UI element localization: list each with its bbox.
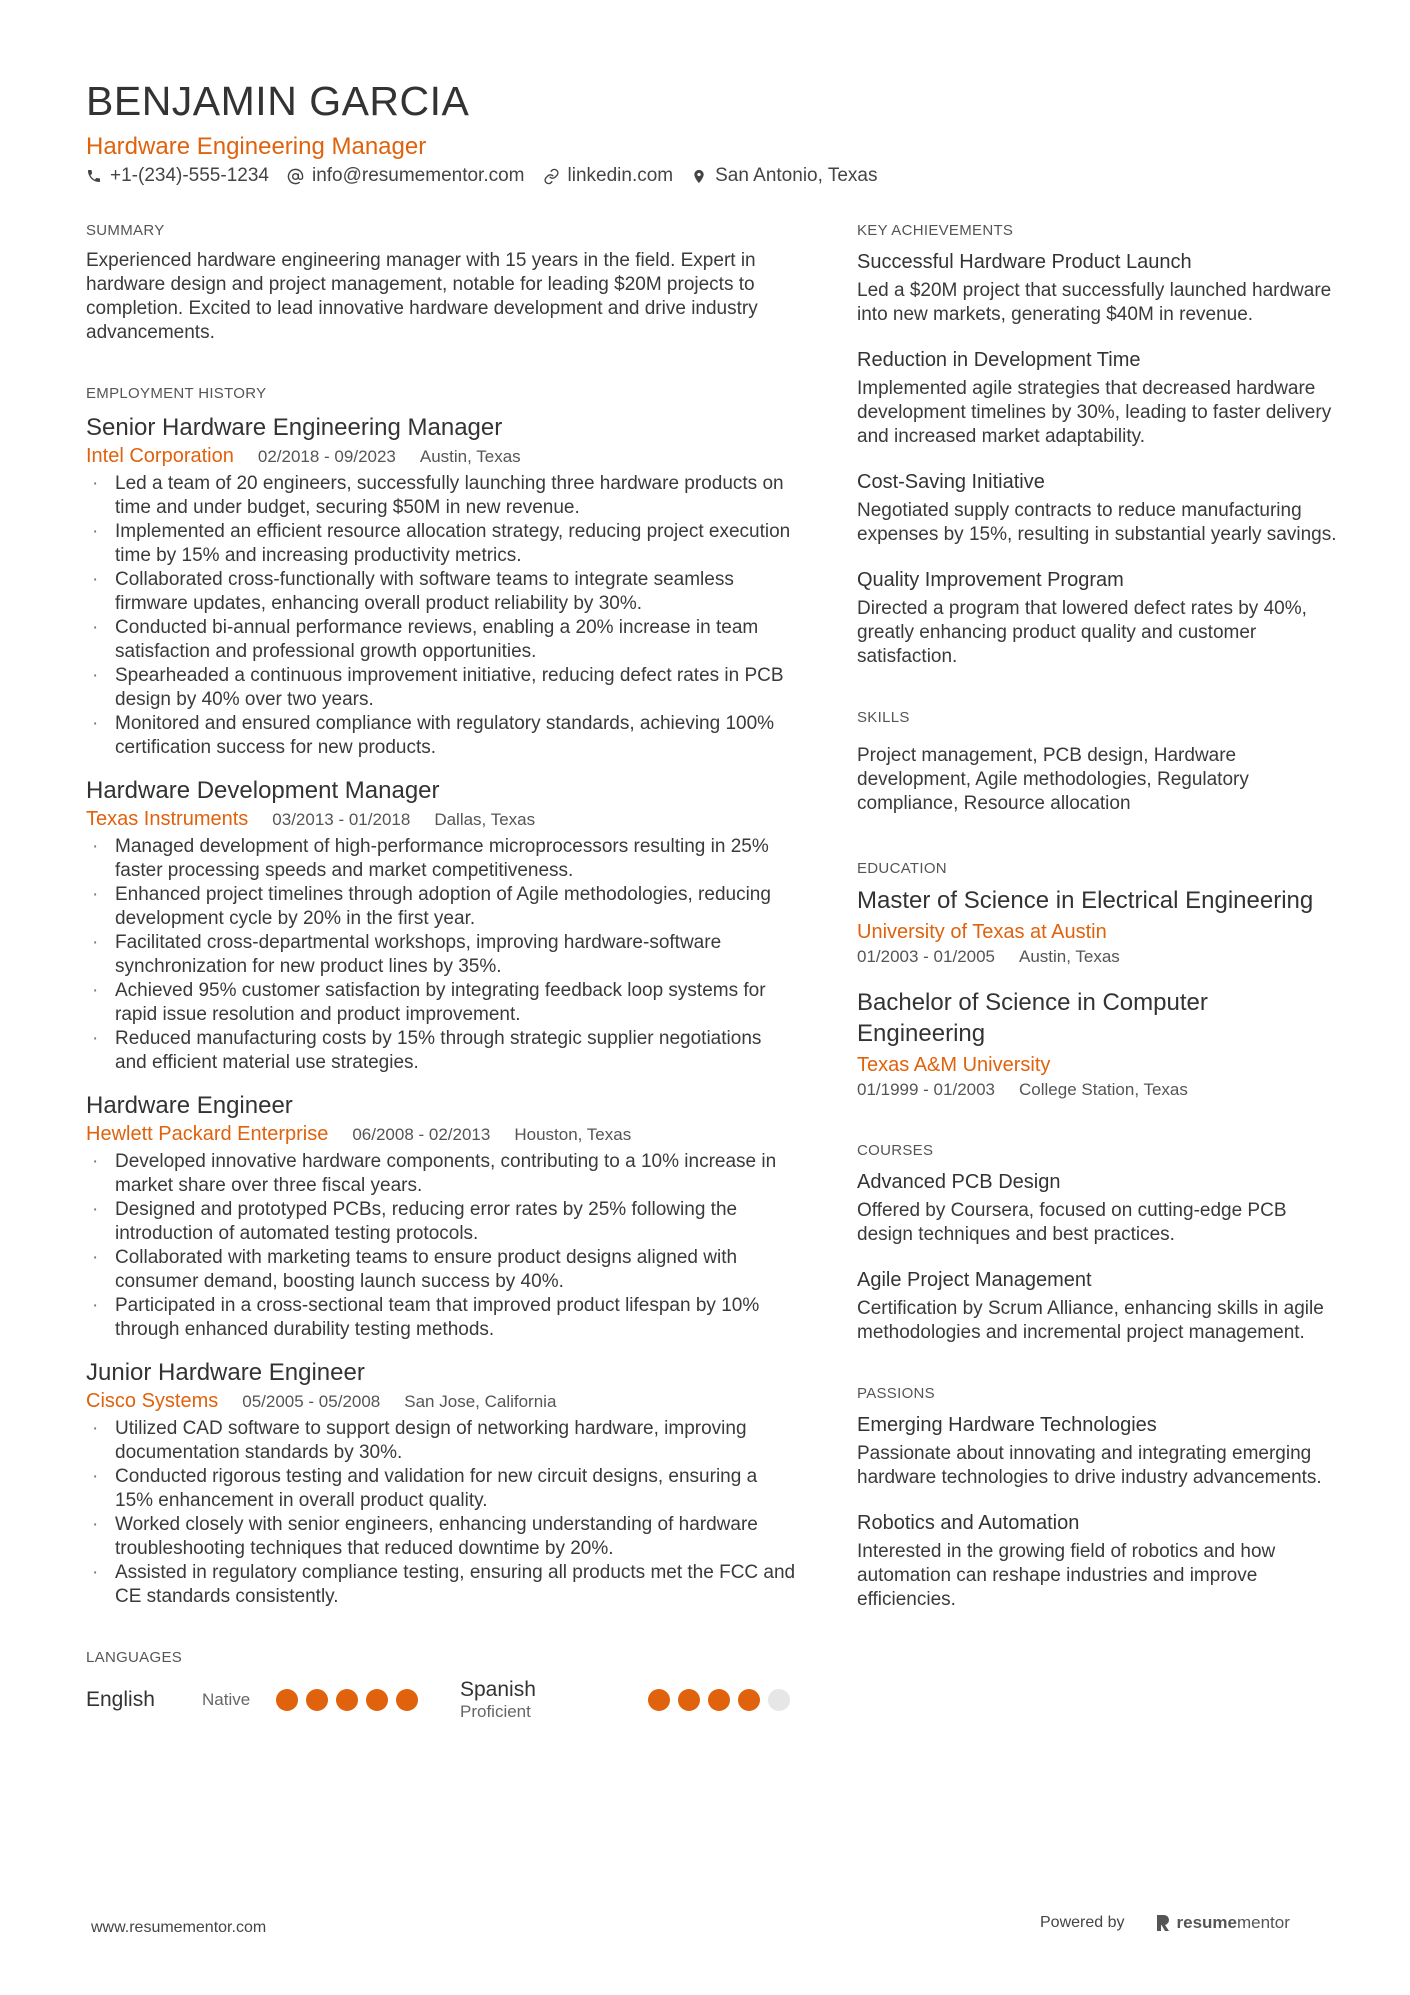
skills-section xyxy=(857,709,1337,816)
job-bullet: · Reduced manufacturing costs by 15% through strategic supplier negotiations and efficient material use strategies. xyxy=(86,1027,798,1075)
job-bullets xyxy=(86,835,798,1075)
achievement-item xyxy=(857,567,1337,669)
job-company: Cisco Systems xyxy=(86,1390,219,1412)
education-degree: Bachelor of Science in Computer Engineering xyxy=(857,989,1208,1047)
education-school: University of Texas at Austin xyxy=(857,921,1107,943)
education-school: Texas A&M University xyxy=(857,1054,1051,1076)
course-item xyxy=(857,1267,1337,1345)
left-column xyxy=(86,222,798,1722)
job-bullet: · Conducted bi-annual performance reviews, enabling a 20% increase in team satisfaction and professional growth opportunities. xyxy=(86,616,798,664)
job-dates: 02/2018 - 09/2023 xyxy=(257,447,396,466)
education-meta xyxy=(857,1078,1337,1102)
candidate-name: BENJAMIN GARCIA xyxy=(86,78,470,124)
job-dates: 03/2013 - 01/2018 xyxy=(272,810,411,829)
achievement-title: Cost-Saving Initiative xyxy=(857,471,1045,493)
phone-icon xyxy=(86,168,102,184)
passions-heading: PASSIONS xyxy=(857,1385,935,1402)
education-section xyxy=(857,860,1337,1102)
job-location: Houston, Texas xyxy=(514,1125,632,1144)
rating-dot-filled xyxy=(648,1689,670,1711)
summary-section xyxy=(86,222,798,345)
achievement-title: Reduction in Development Time xyxy=(857,349,1141,371)
right-column xyxy=(857,222,1337,1612)
course-item xyxy=(857,1169,1337,1247)
link-icon xyxy=(543,168,560,185)
education-item xyxy=(857,885,1337,969)
passion-title: Robotics and Automation xyxy=(857,1512,1080,1534)
job-bullet: · Conducted rigorous testing and validation for new circuit designs, ensuring a 15% enhancement in overall product quality. xyxy=(86,1465,798,1513)
job-bullet: · Monitored and ensured compliance with regulatory standards, achieving 100% certification success for new products. xyxy=(86,712,798,760)
course-text: Offered by Coursera, focused on cutting-edge PCB design techniques and best practices. xyxy=(857,1200,1287,1245)
job-location: Dallas, Texas xyxy=(434,810,536,829)
education-degree: Master of Science in Electrical Engineering xyxy=(857,887,1314,914)
achievement-item xyxy=(857,469,1337,547)
job-entry xyxy=(86,776,798,1075)
job-meta xyxy=(86,1390,798,1413)
resumementor-logo-icon xyxy=(1155,1913,1171,1933)
job-title: Hardware Development Manager xyxy=(86,777,440,804)
brand-bold: resume xyxy=(1176,1913,1237,1932)
job-bullets xyxy=(86,1417,798,1609)
job-entry xyxy=(86,1091,798,1342)
rating-dot-filled xyxy=(276,1689,298,1711)
rating-dot-filled xyxy=(708,1689,730,1711)
job-bullet: · Collaborated cross-functionally with software teams to integrate seamless firmware updates, enhancing overall product reliability by 30%. xyxy=(86,568,798,616)
education-dates: 01/1999 - 01/2003 xyxy=(857,1080,996,1099)
language-name: English xyxy=(86,1688,155,1711)
course-text: Certification by Scrum Alliance, enhancing skills in agile methodologies and incremental project management. xyxy=(857,1298,1324,1343)
language-item xyxy=(460,1678,798,1722)
passion-item xyxy=(857,1412,1337,1490)
achievement-text: Led a $20M project that successfully launched hardware into new markets, generating $40M in revenue. xyxy=(857,280,1332,325)
courses-section xyxy=(857,1142,1337,1345)
job-bullet: · Implemented an efficient resource allocation strategy, reducing project execution time by 15% and increasing productivity metrics. xyxy=(86,520,798,568)
language-item xyxy=(86,1688,460,1712)
job-dates: 05/2005 - 05/2008 xyxy=(242,1392,381,1411)
rating-dot-empty xyxy=(768,1689,790,1711)
rating-dot-filled xyxy=(396,1689,418,1711)
passion-title: Emerging Hardware Technologies xyxy=(857,1414,1157,1436)
employment-section xyxy=(86,385,798,1609)
rating-dot-filled xyxy=(678,1689,700,1711)
location-text: San Antonio, Texas xyxy=(715,165,878,186)
language-level: Native xyxy=(202,1690,251,1709)
at-icon xyxy=(287,168,304,185)
contact-bar xyxy=(86,165,895,187)
achievement-text: Implemented agile strategies that decreased hardware development timelines by 30%, leading to faster delivery and increased market adaptability. xyxy=(857,378,1332,447)
language-label-stack xyxy=(460,1678,648,1722)
job-title: Junior Hardware Engineer xyxy=(86,1359,365,1386)
job-bullet: · Participated in a cross-sectional team that improved product lifespan by 10% through enhanced durability testing methods. xyxy=(86,1294,798,1342)
footer-website[interactable]: www.resumementor.com xyxy=(91,1919,267,1936)
contact-location xyxy=(691,165,877,187)
course-title: Advanced PCB Design xyxy=(857,1171,1061,1193)
achievement-title: Successful Hardware Product Launch xyxy=(857,251,1192,273)
employment-heading: EMPLOYMENT HISTORY xyxy=(86,385,267,402)
job-location: San Jose, California xyxy=(404,1392,557,1411)
job-entry xyxy=(86,413,798,760)
rating-dot-filled xyxy=(336,1689,358,1711)
rating-dot-filled xyxy=(306,1689,328,1711)
education-meta xyxy=(857,945,1337,969)
powered-by-text: Powered by xyxy=(1040,1914,1125,1931)
skills-heading: SKILLS xyxy=(857,709,910,726)
education-heading: EDUCATION xyxy=(857,860,947,877)
passion-text: Interested in the growing field of robotics and how automation can reshape industries and improve efficiencies. xyxy=(857,1541,1276,1610)
job-location: Austin, Texas xyxy=(419,447,521,466)
job-bullet: · Designed and prototyped PCBs, reducing error rates by 25% following the introduction of automated testing protocols. xyxy=(86,1198,798,1246)
job-bullet: · Utilized CAD software to support design of networking hardware, improving documentation standards by 30%. xyxy=(86,1417,798,1465)
job-company: Texas Instruments xyxy=(86,808,249,830)
passion-text: Passionate about innovating and integrating emerging hardware technologies to drive industry advancements. xyxy=(857,1443,1322,1488)
passions-section xyxy=(857,1385,1337,1612)
location-pin-icon xyxy=(691,168,707,185)
achievement-item xyxy=(857,249,1337,327)
achievements-section xyxy=(857,222,1337,669)
job-bullet: · Managed development of high-performance microprocessors resulting in 25% faster processing speeds and market competitiveness. xyxy=(86,835,798,883)
contact-email[interactable] xyxy=(287,165,525,187)
course-title: Agile Project Management xyxy=(857,1269,1092,1291)
language-rating xyxy=(648,1689,798,1711)
education-location: Austin, Texas xyxy=(1019,947,1120,966)
language-level: Proficient xyxy=(460,1702,531,1721)
passion-item xyxy=(857,1510,1337,1612)
job-bullets xyxy=(86,472,798,760)
job-bullet: · Spearheaded a continuous improvement initiative, reducing defect rates in PCB design by 40% over two years. xyxy=(86,664,798,712)
languages-row xyxy=(86,1678,798,1722)
education-location: College Station, Texas xyxy=(1019,1080,1188,1099)
achievement-title: Quality Improvement Program xyxy=(857,569,1124,591)
achievement-text: Negotiated supply contracts to reduce manufacturing expenses by 15%, resulting in substantial yearly savings. xyxy=(857,500,1337,545)
job-bullet: · Facilitated cross-departmental workshops, improving hardware-software synchronization for new product lines by 35%. xyxy=(86,931,798,979)
resumementor-brand[interactable] xyxy=(1155,1913,1290,1933)
contact-linkedin[interactable] xyxy=(543,165,674,187)
rating-dot-filled xyxy=(738,1689,760,1711)
languages-heading: LANGUAGES xyxy=(86,1649,183,1666)
job-meta xyxy=(86,445,798,468)
phone-text: +1-(234)-555-1234 xyxy=(110,165,269,186)
achievement-item xyxy=(857,347,1337,449)
job-bullet: · Assisted in regulatory compliance testing, ensuring all products met the FCC and CE standards consistently. xyxy=(86,1561,798,1609)
summary-heading: SUMMARY xyxy=(86,222,165,239)
job-bullet: · Enhanced project timelines through adoption of Agile methodologies, reducing development cycle by 20% in the first year. xyxy=(86,883,798,931)
job-bullet: · Worked closely with senior engineers, enhancing understanding of hardware troubleshooting techniques that reduced downtime by 20%. xyxy=(86,1513,798,1561)
achievements-heading: KEY ACHIEVEMENTS xyxy=(857,222,1014,239)
contact-phone xyxy=(86,165,269,187)
job-bullet: · Collaborated with marketing teams to ensure product designs aligned with consumer demand, boosting launch success by 40%. xyxy=(86,1246,798,1294)
job-entry xyxy=(86,1358,798,1609)
brand-light: mentor xyxy=(1236,1913,1290,1932)
email-text: info@resumementor.com xyxy=(311,165,525,186)
job-company: Intel Corporation xyxy=(86,445,234,467)
languages-section xyxy=(86,1649,798,1722)
rating-dot-filled xyxy=(366,1689,388,1711)
skills-text: Project management, PCB design, Hardware development, Agile methodologies, Regulatory compliance, Resource allocation xyxy=(857,745,1249,814)
education-item xyxy=(857,987,1337,1102)
achievement-text: Directed a program that lowered defect rates by 40%, greatly enhancing product quality and customer satisfaction. xyxy=(857,598,1307,667)
job-bullet: · Led a team of 20 engineers, successfully launching three hardware products on time and under budget, securing $50M in new revenue. xyxy=(86,472,798,520)
job-title: Senior Hardware Engineering Manager xyxy=(86,414,503,441)
job-bullets xyxy=(86,1150,798,1342)
job-meta xyxy=(86,1123,798,1146)
job-title: Hardware Engineer xyxy=(86,1092,293,1119)
job-bullet: · Achieved 95% customer satisfaction by integrating feedback loop systems for rapid issue resolution and product improvement. xyxy=(86,979,798,1027)
job-bullet: · Developed innovative hardware components, contributing to a 10% increase in market share over three fiscal years. xyxy=(86,1150,798,1198)
footer-powered xyxy=(1040,1913,1290,1933)
summary-text: Experienced hardware engineering manager with 15 years in the field. Expert in hardware design and project management, notable for leading $20M projects to completion. Excited to lead innovative hardware development and drive industry advancements. xyxy=(86,250,758,343)
courses-heading: COURSES xyxy=(857,1142,934,1159)
linkedin-text: linkedin.com xyxy=(567,165,674,186)
job-dates: 06/2008 - 02/2013 xyxy=(352,1125,491,1144)
language-rating xyxy=(276,1689,426,1711)
language-name: Spanish xyxy=(460,1678,536,1701)
job-meta xyxy=(86,808,798,831)
candidate-title: Hardware Engineering Manager xyxy=(86,133,427,160)
education-dates: 01/2003 - 01/2005 xyxy=(857,947,996,966)
job-company: Hewlett Packard Enterprise xyxy=(86,1123,329,1145)
